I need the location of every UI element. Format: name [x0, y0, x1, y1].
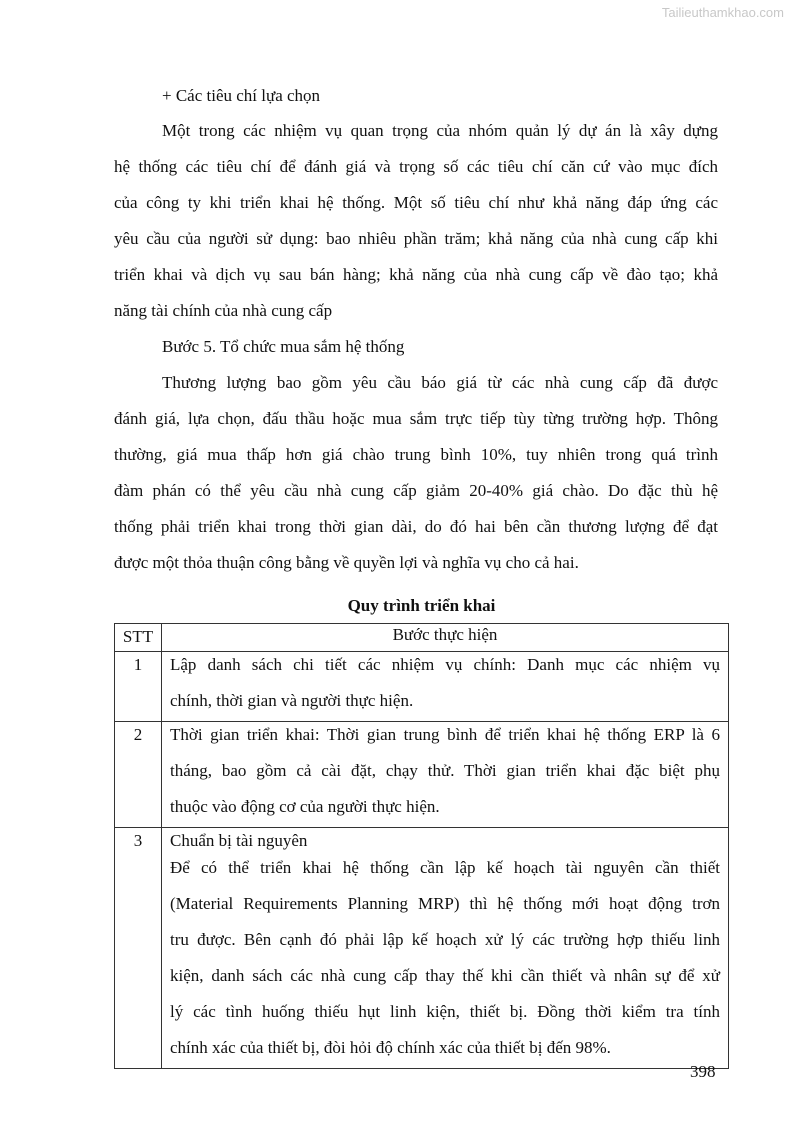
cell-line: lý các tình huống thiếu hụt linh kiện, thiết bị. Đồng thời kiểm tra tính	[170, 1002, 720, 1021]
row-number: 3	[115, 828, 162, 1069]
cell-line: Thời gian triển khai: Thời gian trung bình để triển khai hệ thống ERP là 6	[170, 725, 720, 744]
step5-heading: Bước 5. Tổ chức mua sắm hệ thống	[162, 337, 405, 356]
row-number: 1	[115, 652, 162, 722]
table-row	[115, 722, 729, 828]
criteria-heading: + Các tiêu chí lựa chọn	[162, 86, 321, 105]
paragraph-line: triển khai và dịch vụ sau bán hàng; khả năng của nhà cung cấp về đào tạo; khả	[114, 265, 718, 284]
cell-line: tháng, bao gồm cả cài đặt, chạy thử. Thời gian triển khai đặc biệt phụ	[170, 761, 720, 780]
process-table	[114, 623, 729, 1069]
paragraph-line: yêu cầu của người sử dụng: bao nhiêu phần trăm; khả năng của nhà cung cấp khi	[114, 229, 718, 248]
table-header-row	[115, 624, 729, 652]
page-number: 398	[690, 1062, 716, 1081]
cell-line: kiện, danh sách các nhà cung cấp thay thế khi cần thiết và nhân sự để xử	[170, 966, 720, 985]
cell-line: (Material Requirements Planning MRP) thì hệ thống mới hoạt động trơn	[170, 894, 720, 913]
cell-line: chính, thời gian và người thực hiện.	[170, 691, 414, 710]
paragraph-line: Thương lượng bao gồm yêu cầu báo giá từ các nhà cung cấp đã được	[162, 373, 718, 392]
paragraph-line: thường, giá mua thấp hơn giá chào trung bình 10%, tuy nhiên trong quá trình	[114, 445, 718, 464]
paragraph-line: được một thỏa thuận công bằng về quyền lợi và nghĩa vụ cho cả hai.	[114, 553, 579, 572]
paragraph-line: hệ thống các tiêu chí để đánh giá và trọng số các tiêu chí căn cứ vào mục đích	[114, 157, 718, 176]
table-title: Quy trình triển khai	[347, 596, 496, 615]
cell-line: Chuẩn bị tài nguyên	[170, 831, 308, 850]
cell-line: Để có thể triển khai hệ thống cần lập kế hoạch tài nguyên cần thiết	[170, 858, 720, 877]
row-number: 2	[115, 722, 162, 828]
watermark: Tailieuthamkhao.com	[661, 5, 784, 20]
cell-line: thuộc vào động cơ của người thực hiện.	[170, 797, 440, 816]
cell-line: Lập danh sách chi tiết các nhiệm vụ chính: Danh mục các nhiệm vụ	[170, 655, 720, 674]
table-row	[115, 652, 729, 722]
paragraph-line: đàm phán có thể yêu cầu nhà cung cấp giảm 20-40% giá chào. Do đặc thù hệ	[114, 481, 718, 500]
paragraph-line: đánh giá, lựa chọn, đấu thầu hoặc mua sắm trực tiếp tùy từng trường hợp. Thông	[114, 409, 718, 428]
paragraph-line: của công ty khi triển khai hệ thống. Một số tiêu chí như khả năng đáp ứng các	[114, 193, 718, 212]
header-step: Bước thực hiện	[162, 624, 729, 652]
paragraph-line: Một trong các nhiệm vụ quan trọng của nhóm quản lý dự án là xây dựng	[162, 121, 718, 140]
header-stt: STT	[115, 624, 162, 652]
paragraph-line: năng tài chính của nhà cung cấp	[114, 301, 333, 320]
cell-line: tru được. Bên cạnh đó phải lập kế hoạch xử lý các trường hợp thiếu linh	[170, 930, 720, 949]
table-row	[115, 828, 729, 1069]
cell-line: chính xác của thiết bị, đòi hỏi độ chính xác của thiết bị đến 98%.	[170, 1038, 611, 1057]
paragraph-line: thống phải triển khai trong thời gian dài, do đó hai bên cần thương lượng để đạt	[114, 517, 718, 536]
